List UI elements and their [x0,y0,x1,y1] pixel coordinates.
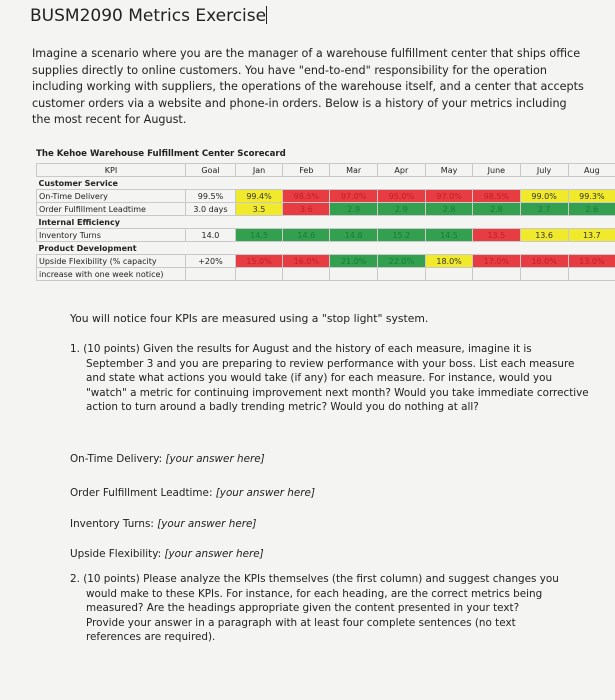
document-title[interactable]: BUSM2090 Metrics Exercise [30,6,267,26]
metric-cell: 2.9 [377,203,425,216]
kpi-name: Upside Flexibility (% capacity [37,255,186,268]
header-row [37,164,615,177]
answer-placeholder: [your answer here] [164,548,264,560]
table-row [37,190,615,203]
text-cursor [266,6,267,24]
empty-cell [473,268,520,281]
table-row [37,255,615,268]
metric-cell: 97.0% [330,190,377,203]
kpi-name: On-Time Delivery [37,190,186,203]
answer-placeholder: [your answer here] [215,487,315,499]
category-label: Customer Service [38,178,118,188]
metric-cell: 13.0% [568,255,615,268]
metric-cell: 14.6 [283,229,330,242]
goal-cell [186,268,236,281]
goal-cell: +20% [186,255,236,268]
answer-line[interactable] [70,486,315,501]
metric-cell: 3.5 [235,203,282,216]
table-row [37,203,615,216]
scorecard [36,149,615,281]
answer-line[interactable] [70,547,264,562]
answer-label: Upside Flexibility: [70,548,165,560]
goal-cell: 14.0 [186,229,236,242]
scorecard-table [36,163,615,281]
metric-cell: 21.0% [330,255,377,268]
goal-cell: 99.5% [186,190,236,203]
metric-cell: 14.5 [235,229,282,242]
answer-placeholder: [your answer here] [157,518,257,530]
question-1: 1. (10 points) Given the results for August and the history of each measure, imagine it is September 3 and you are preparing to review performance with your boss. List each measure and state what actions you would take (if any) for each measure. For instance, would you "watch" a metric for continuing improvement next month? Would you take immediate corrective action to turn around a badly trending metric? Would you do nothing at all? [70,343,589,413]
metric-cell: 16.0% [283,255,330,268]
header-cell: Jan [235,164,282,177]
metric-cell: 14.5 [425,229,472,242]
metric-cell: 95.0% [377,190,425,203]
metric-cell: 99.4% [235,190,282,203]
metric-cell: 22.0% [377,255,425,268]
metric-cell: 99.3% [568,190,615,203]
header-cell: Apr [377,164,425,177]
metric-cell: 13.6 [520,229,568,242]
metric-cell: 2.8 [473,203,520,216]
category-label: Product Development [38,243,137,253]
table-row [37,268,615,281]
header-cell: Feb [283,164,330,177]
category-row [37,216,615,229]
metric-cell: 15.2 [377,229,425,242]
metric-cell: 13.7 [568,229,615,242]
empty-cell [377,268,425,281]
empty-cell [425,268,472,281]
header-cell: July [520,164,568,177]
header-cell: Mar [330,164,377,177]
intro-paragraph: Imagine a scenario where you are the manager of a warehouse fulfillment center that ships office supplies directly to online customers. You have "end-to-end" responsibility for the operation including working with suppliers, the operations of the warehouse itself, and a center that accepts customer orders via a website and phone-in orders. Below is a history of your metrics including the most recent for August. [32,47,584,126]
answer-label: On-Time Delivery: [70,453,166,465]
header-cell: June [473,164,520,177]
category-row [37,242,615,255]
header-cell: KPI [37,164,186,177]
empty-cell [520,268,568,281]
metric-cell: 18.0% [425,255,472,268]
metric-cell: 98.5% [473,190,520,203]
goal-cell: 3.0 days [186,203,236,216]
metric-cell: 2.6 [568,203,615,216]
header-cell: Goal [186,164,236,177]
header-cell: May [425,164,472,177]
kpi-name: Order Fulfillment Leadtime [37,203,186,216]
metric-cell: 2.8 [425,203,472,216]
metric-cell: 16.0% [520,255,568,268]
kpi-name: increase with one week notice) [37,268,186,281]
answer-label: Inventory Turns: [70,518,158,530]
empty-cell [235,268,282,281]
header-cell: Aug [568,164,615,177]
metric-cell: 97.0% [425,190,472,203]
kpi-name: Inventory Turns [37,229,186,242]
metric-cell: 3.6 [283,203,330,216]
empty-cell [330,268,377,281]
answer-placeholder: [your answer here] [165,453,265,465]
category-row [37,177,615,190]
category-label: Internal Efficiency [38,217,120,227]
answer-label: Order Fulfillment Leadtime: [70,487,216,499]
metric-cell: 14.8 [330,229,377,242]
answer-line[interactable] [70,517,256,532]
metric-cell: 99.0% [520,190,568,203]
metric-cell: 98.5% [283,190,330,203]
metric-cell: 15.0% [235,255,282,268]
table-row [37,229,615,242]
metric-cell: 17.0% [473,255,520,268]
scorecard-title: The Kehoe Warehouse Fulfillment Center Scorecard [36,149,286,159]
metric-cell: 2.9 [330,203,377,216]
metric-cell: 2.7 [520,203,568,216]
metric-cell: 13.5 [473,229,520,242]
answer-line[interactable] [70,452,265,467]
stoplight-note: You will notice four KPIs are measured using a "stop light" system. [70,312,429,325]
empty-cell [283,268,330,281]
empty-cell [568,268,615,281]
question-2: 2. (10 points) Please analyze the KPIs themselves (the first column) and suggest changes you would make to these KPIs. For instance, for each heading, are the correct metrics being measured? Are the headings appropriate given the content presented in your text? Provide your answer in a paragraph with at least four complete sentences (no text references are required). [70,573,559,643]
